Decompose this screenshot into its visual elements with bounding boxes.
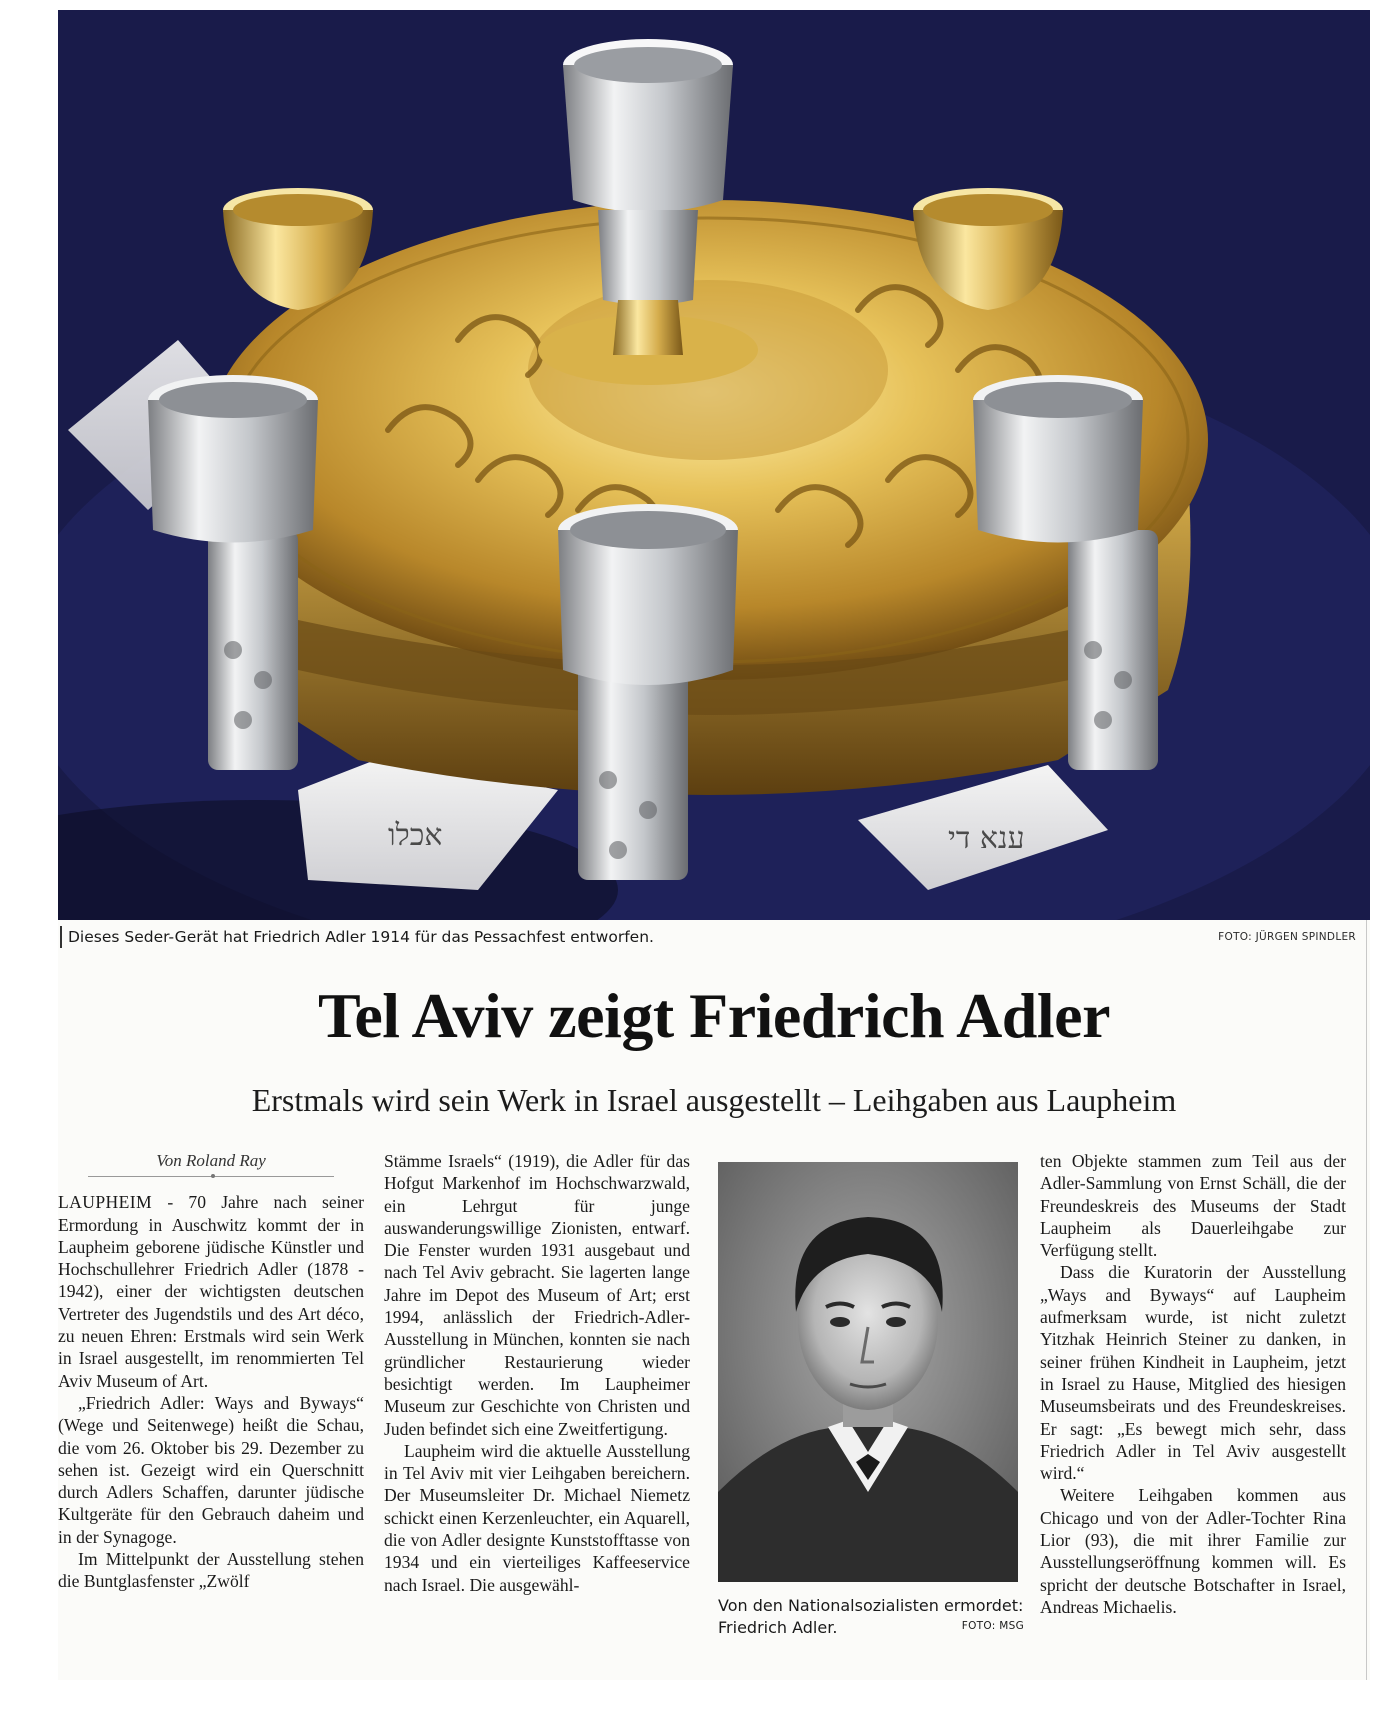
portrait-photo bbox=[718, 1162, 1018, 1582]
paragraph bbox=[58, 1191, 364, 1392]
paragraph: Im Mittelpunkt der Ausstellung stehen die Buntglasfenster „Zwölf bbox=[58, 1549, 364, 1592]
article-column-1 bbox=[58, 1150, 364, 1593]
portrait-caption: Von den Nationalsozialisten ermordet: Friedrich Adler. bbox=[718, 1596, 1024, 1637]
article-subheadline: Erstmals wird sein Werk in Israel ausgestellt – Leihgaben aus Laupheim bbox=[251, 1082, 1177, 1118]
byline: Von Roland Ray bbox=[156, 1151, 266, 1170]
paragraph: ten Objekte stammen zum Teil aus der Adler-Sammlung von Ernst Schäll, die der Freundeskreis des Museums der Stadt Laupheim als Dauerleihgabe zur Verfügung stellt. bbox=[1040, 1151, 1346, 1261]
photo-caption-bar bbox=[58, 922, 1370, 952]
page-edge bbox=[1366, 920, 1367, 1680]
paragraph: „Friedrich Adler: Ways and Byways“ (Wege und Seitenwege) heißt die Schau, die vom 26. Oktober bis 29. Dezember zu sehen ist. Gezeigt wird ein Querschnitt durch Adlers Schaffen, darunter jüdische Kultgeräte für den Gebrauch daheim und in der Synagoge. bbox=[58, 1392, 364, 1547]
photo-caption: Dieses Seder-Gerät hat Friedrich Adler 1914 für das Pessachfest entworfen. bbox=[68, 928, 654, 946]
photo-credit: FOTO: JÜRGEN SPINDLER bbox=[1218, 931, 1356, 943]
paragraph: Stämme Israels“ (1919), die Adler für das Hofgut Markenhof im Hochschwarzwald, ein Lehrgut für junge auswanderungswillige Zionisten, entwarf. Die Fenster wurden 1931 ausgebaut und nach Tel Aviv gebracht. Sie lagerten lange Jahre im Depot des Museum of Art; erst 1994, anlässlich der Friedrich-Adler-Ausstellung in München, konnten sie nach gründlicher Restaurierung wieder besichtigt werden. Im Laupheimer Museum zur Geschichte von Christen und Juden befindet sich eine Zweitfertigung. bbox=[384, 1151, 690, 1439]
place-card-right-text: ענא די bbox=[948, 821, 1025, 856]
dateline: LAUPHEIM bbox=[58, 1192, 153, 1213]
article-column-2 bbox=[384, 1150, 690, 1596]
seder-plate-illustration bbox=[58, 10, 1370, 920]
byline-divider bbox=[88, 1176, 334, 1177]
article-column-4 bbox=[1040, 1150, 1346, 1618]
portrait-caption-block bbox=[718, 1595, 1024, 1639]
paragraph-text: - 70 Jahre nach seiner Ermordung in Auschwitz kommt der in Laupheim geborene jüdische Künstler und Hochschullehrer Friedrich Adler (1878 - 1942), einer der wichtigsten deutschen Vertreter des Jugendstils und des Art déco, zu neuen Ehren: Erstmals wird sein Werk in Israel ausgestellt, im renommierten Tel Aviv Museum of Art. bbox=[58, 1192, 364, 1391]
seder-plate-photo bbox=[58, 10, 1370, 920]
article-headline: Tel Aviv zeigt Friedrich Adler bbox=[318, 980, 1110, 1051]
paragraph: Dass die Kuratorin der Ausstellung „Ways and Byways“ auf Laupheim aufmerksam wurde, ist nicht zuletzt Yitzhak Heinrich Steiner zu danken, in seiner frühen Kindheit in Laupheim, jetzt in Israel zu Hause, Mitglied des hiesigen Museumsbeirats und des Freundeskreises. Er sagt: „Es bewegt mich sehr, dass Friedrich Adler in Tel Aviv ausgestellt wird.“ bbox=[1040, 1262, 1346, 1484]
portrait-illustration bbox=[718, 1162, 1018, 1582]
caption-rule bbox=[60, 926, 62, 948]
portrait-credit: FOTO: MSG bbox=[961, 1620, 1024, 1632]
paragraph: Weitere Leihgaben kommen aus Chicago und von der Adler-Tochter Rina Lior (93), die mit ihrer Familie zur Ausstellungseröffnung kommen will. Es spricht der deutsche Botschafter in Israel, Andreas Michaelis. bbox=[1040, 1485, 1346, 1617]
place-card-left-text: אכלו bbox=[388, 818, 443, 853]
paragraph: Laupheim wird die aktuelle Ausstellung in Tel Aviv mit vier Leihgaben bereichern. Der Museumsleiter Dr. Michael Niemetz schickt einen Kerzenleuchter, ein Aquarell, die von Adler designte Kunststofftasse von 1934 und ein vierteiliges Kaffeeservice nach Israel. Die ausgewähl- bbox=[384, 1440, 690, 1595]
